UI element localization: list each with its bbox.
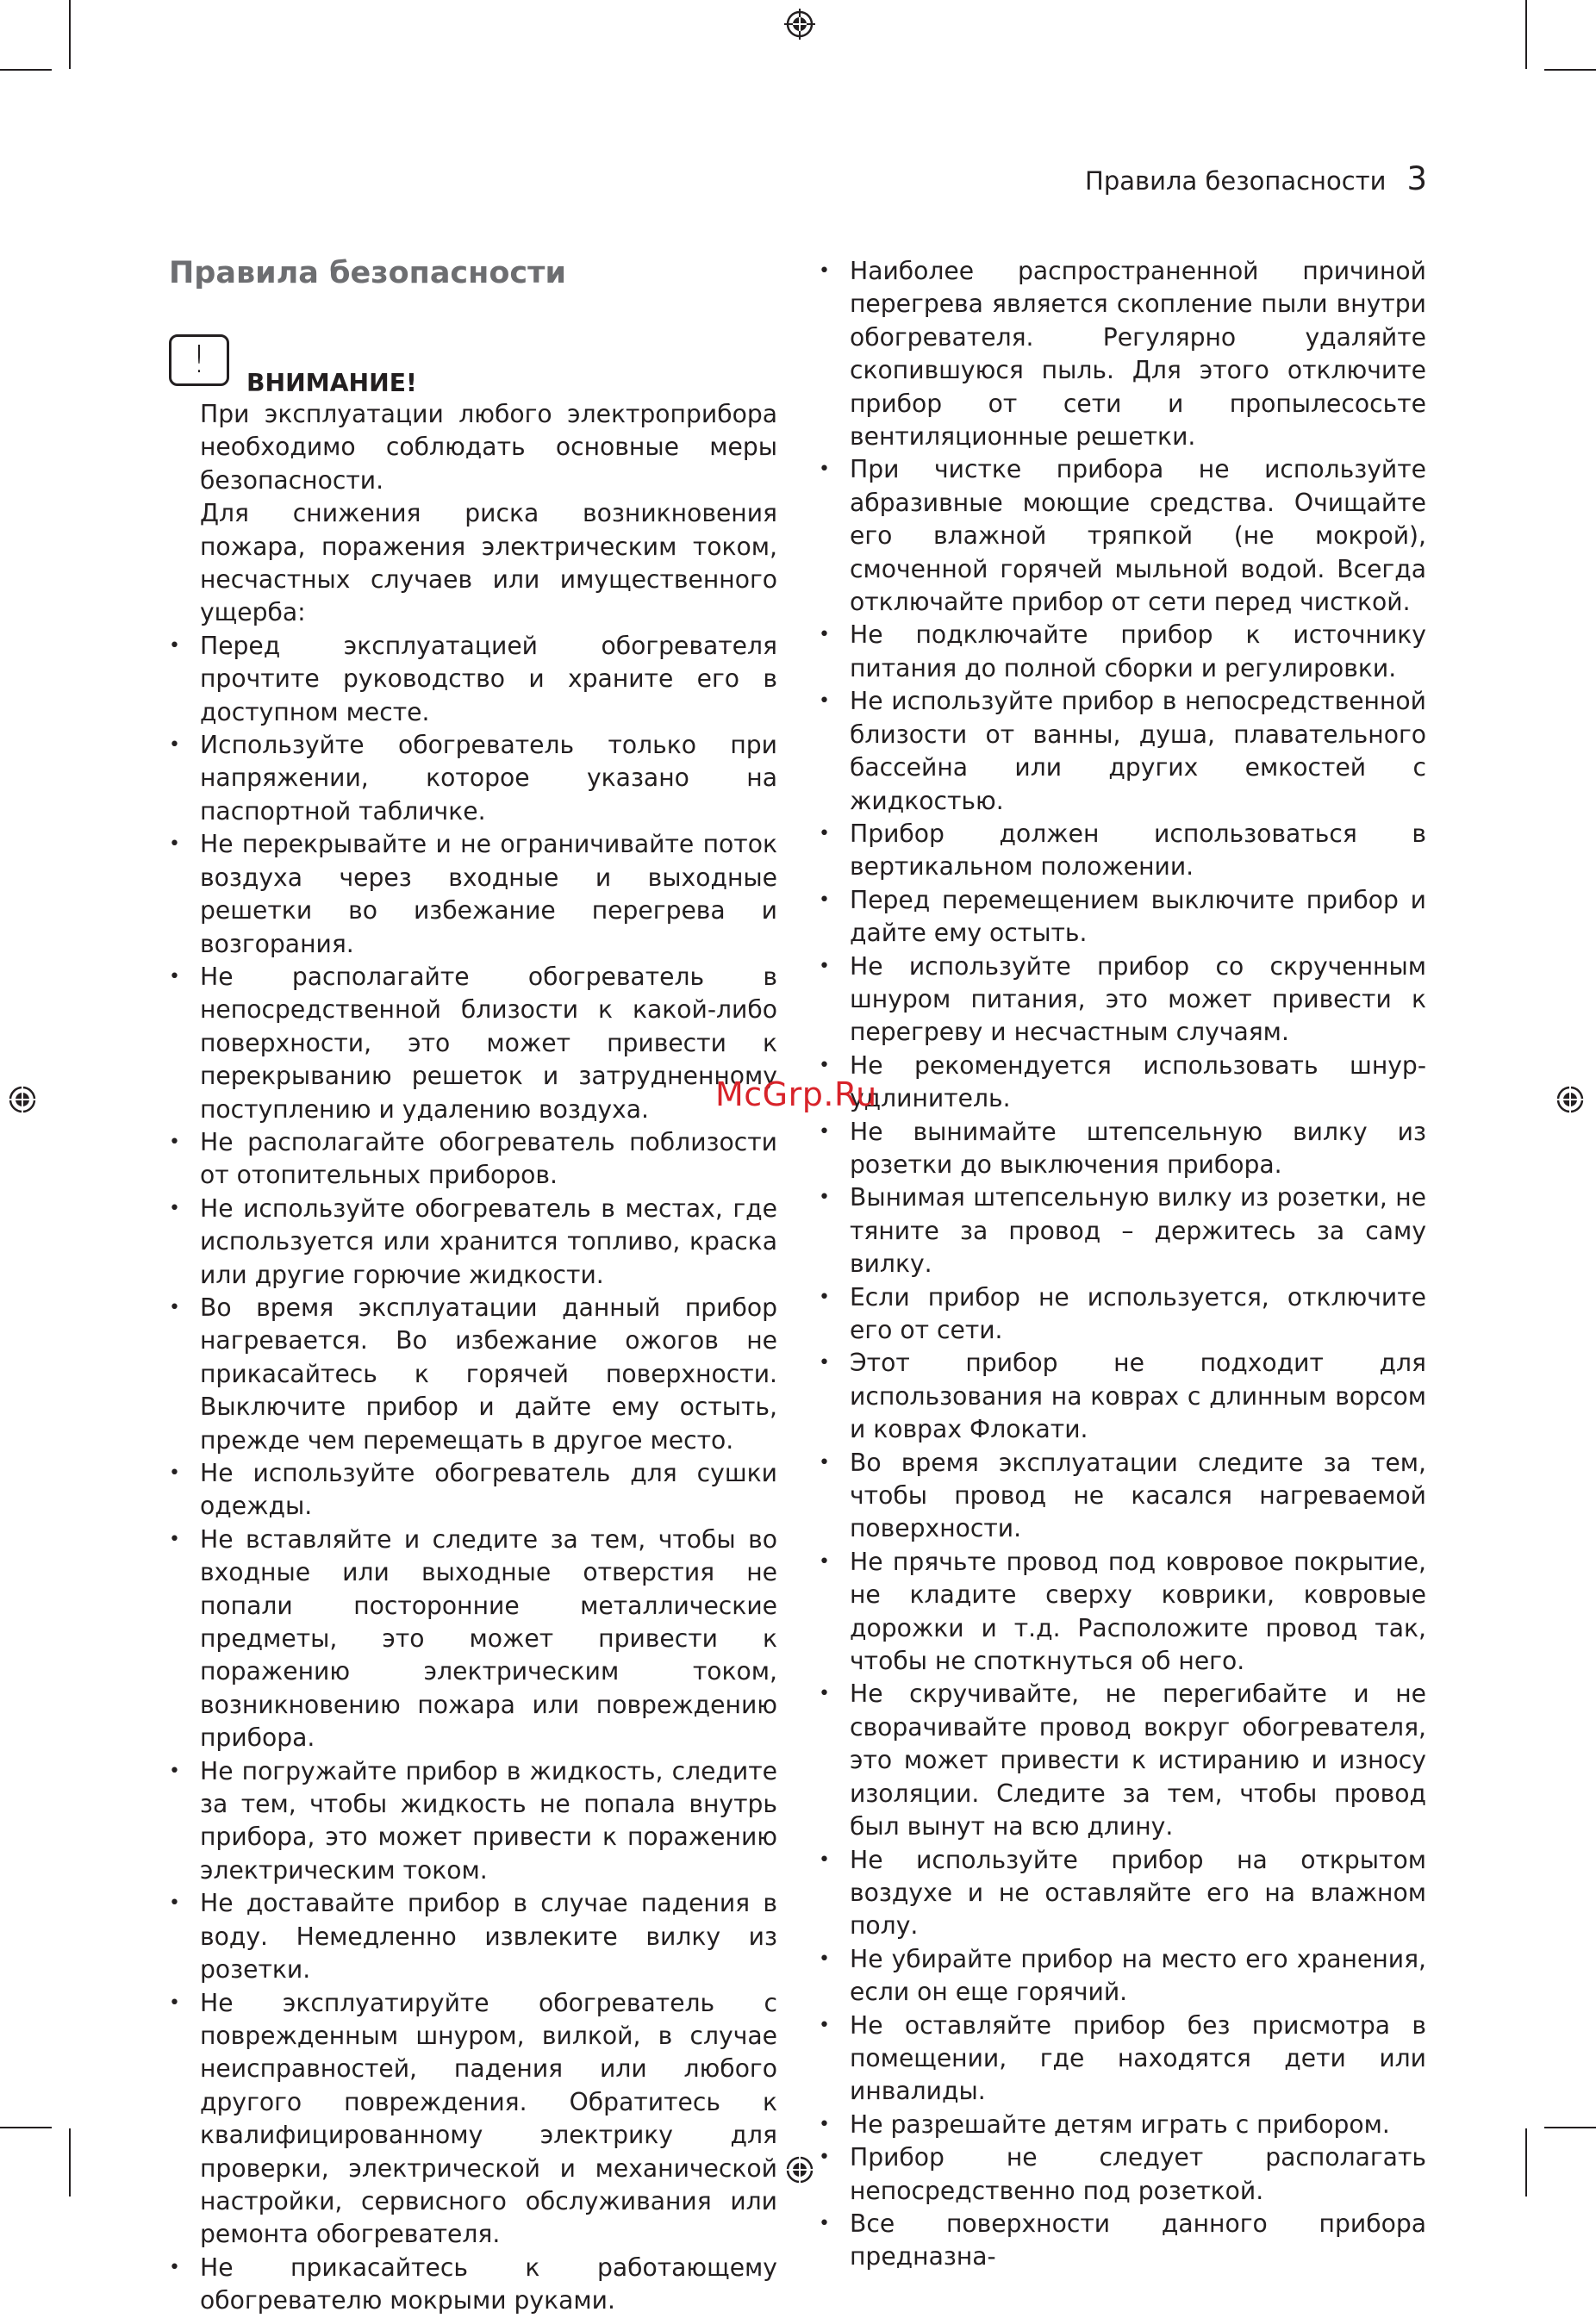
list-item: • Наиболее распространенной причиной перегрева является скопление пыли внутри обогревателя. Регулярно удаляйте скопившуюся пыль. Для этого отключите прибор от сети и пропылесосьте вентиляционные решетки. [819, 255, 1426, 453]
registration-mark-bottom-icon [784, 2154, 815, 2185]
list-item: • Не вставляйте и следите за тем, чтобы во входные или выходные отверстия не попали посторонние металлические предметы, это может привести к поражению электрическим током, возникновению пожара или повреждению прибора. [169, 1524, 777, 1755]
left-safety-list [169, 630, 777, 2318]
registration-mark-top-icon [784, 9, 815, 40]
list-item: • Не используйте прибор в непосредственной близости от ванны, душа, плавательного бассейна или других емкостей с жидкостью. [819, 685, 1426, 818]
list-item: • Не скручивайте, не перегибайте и не сворачивайте провод вокруг обогревателя, это может привести к истиранию и износу изоляции. Следите за тем, чтобы провод был вынут на всю длину. [819, 1678, 1426, 1843]
list-item: • Не разрешайте детям играть с прибором. [819, 2109, 1426, 2141]
list-item: • Не погружайте прибор в жидкость, следите за тем, чтобы жидкость не попала внутрь прибора, это может привести к поражению электрическим током. [169, 1755, 777, 1888]
list-item: • При чистке прибора не используйте абразивные моющие средства. Очищайте его влажной тряпкой (не мокрой), смоченной горячей мыльной водой. Всегда отключайте прибор от сети перед чисткой. [819, 453, 1426, 619]
list-item: • Прибор должен использоваться в вертикальном положении. [819, 818, 1426, 884]
list-item: • Все поверхности данного прибора предназна- [819, 2208, 1426, 2274]
list-item: • Не убирайте прибор на место его хранения, если он еще горячий. [819, 1943, 1426, 2010]
list-item: • Не перекрывайте и не ограничивайте поток воздуха через входные и выходные решетки во избежание перегрева и возгорания. [169, 828, 777, 961]
crop-mark-bottom-left-v [69, 2128, 71, 2196]
list-item: • Не располагайте обогреватель поблизости от отопительных приборов. [169, 1126, 777, 1193]
list-item: • Если прибор не используется, отключите его от сети. [819, 1281, 1426, 1348]
list-item: • Не оставляйте прибор без присмотра в помещении, где находятся дети или инвалиды. [819, 2010, 1426, 2109]
watermark: McGrp.Ru [715, 1075, 877, 1113]
crop-mark-top-left-h [0, 69, 52, 71]
left-column [169, 255, 777, 2318]
crop-mark-bottom-right-v [1525, 2128, 1527, 2196]
list-item: • Во время эксплуатации данный прибор нагревается. Во избежание ожогов не прикасайтесь к горячей поверхности. Выключите прибор и дайте ему остыть, прежде чем перемещать в другое место. [169, 1292, 777, 1457]
crop-mark-bottom-right-h [1544, 2127, 1596, 2128]
list-item: • Не рекомендуется использовать шнур-удлинитель. [819, 1050, 1426, 1116]
list-item: • Вынимая штепсельную вилку из розетки, не тяните за провод – держитесь за саму вилку. [819, 1181, 1426, 1281]
right-column [819, 255, 1426, 2274]
exclamation-box-icon: ! [169, 334, 229, 386]
list-item: • Не доставайте прибор в случае падения в воду. Немедленно извлеките вилку из розетки. [169, 1887, 777, 1986]
list-item: • Во время эксплуатации следите за тем, чтобы провод не касался нагреваемой поверхности. [819, 1447, 1426, 1546]
registration-mark-right-icon [1555, 1084, 1586, 1115]
list-item: • Не эксплуатируйте обогреватель с поврежденным шнуром, вилкой, в случае неисправностей, падения или любого другого повреждения. Обратитесь к квалифицированному электрику для проверки, электрической и механической настройки, сервисного обслуживания или ремонта обогревателя. [169, 1987, 777, 2252]
page-number: 3 [1406, 160, 1427, 197]
list-item: • Не используйте обогреватель в местах, где используется или хранится топливо, краска или другие горючие жидкости. [169, 1193, 777, 1292]
list-item: • Не подключайте прибор к источнику питания до полной сборки и регулировки. [819, 619, 1426, 685]
list-item: • Перед эксплуатацией обогревателя прочтите руководство и храните его в доступном месте. [169, 630, 777, 729]
list-item: • Прибор не следует располагать непосредственно под розеткой. [819, 2141, 1426, 2208]
registration-mark-left-icon [7, 1084, 38, 1115]
crop-mark-bottom-left-h [0, 2127, 52, 2128]
list-item: • Не используйте прибор со скрученным шнуром питания, это может привести к перегреву и несчастным случаям. [819, 950, 1426, 1050]
list-item: • Не прикасайтесь к работающему обогревателю мокрыми руками. [169, 2252, 777, 2318]
crop-mark-top-right-v [1525, 0, 1527, 69]
intro-paragraph-2: Для снижения риска возникновения пожара, поражения электрическим током, несчастных случаев или имущественного ущерба: [200, 499, 777, 627]
right-safety-list [819, 255, 1426, 2274]
list-item: • Не используйте прибор на открытом воздухе и не оставляйте его на влажном полу. [819, 1844, 1426, 1943]
list-item: • Используйте обогреватель только при напряжении, которое указано на паспортной табличке. [169, 729, 777, 828]
list-item: • Не вынимайте штепсельную вилку из розетки до выключения прибора. [819, 1116, 1426, 1182]
running-title: Правила безопасности [1085, 166, 1387, 196]
running-header [1085, 160, 1427, 197]
intro-paragraph-1: При эксплуатации любого электроприбора необходимо соблюдать основные меры безопасности. [200, 400, 777, 495]
crop-mark-top-right-h [1544, 69, 1596, 71]
list-item: • Не прячьте провод под ковровое покрытие, не кладите сверху коврики, ковровые дорожки и т.д. Расположите провод так, чтобы не споткнуться об него. [819, 1546, 1426, 1679]
list-item: • Не используйте обогреватель для сушки одежды. [169, 1457, 777, 1524]
warning-label: ВНИМАНИЕ! [246, 369, 417, 397]
section-title: Правила безопасности [169, 256, 566, 290]
list-item: • Не располагайте обогреватель в непосредственной близости к какой-либо поверхности, это может привести к перекрыванию решеток и затрудненному поступлению и удалению воздуха. [169, 961, 777, 1126]
warning-block [169, 334, 777, 398]
list-item: • Перед перемещением выключите прибор и дайте ему остыть. [819, 884, 1426, 950]
crop-mark-top-left-v [69, 0, 71, 69]
list-item: • Этот прибор не подходит для использования на коврах с длинным ворсом и коврах Флокати. [819, 1347, 1426, 1446]
